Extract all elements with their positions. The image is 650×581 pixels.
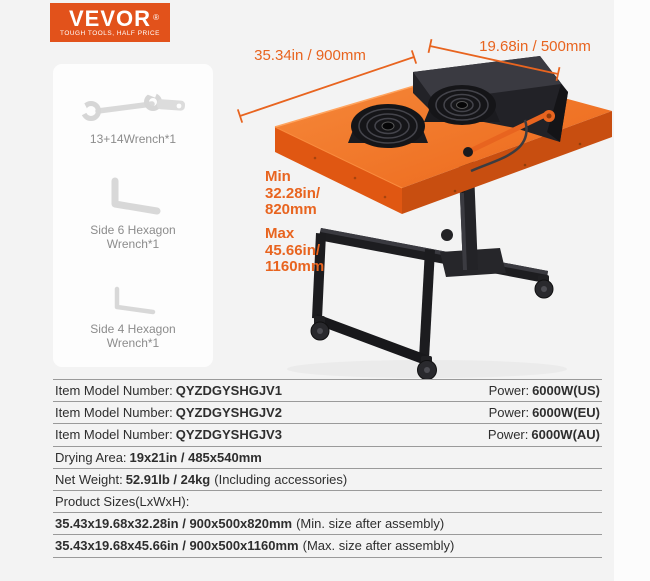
accessory-item [73, 90, 193, 146]
spec-suffix: (Including accessories) [214, 471, 348, 487]
spec-label: Item Model Number: [55, 383, 173, 399]
spec-row-product-sizes [53, 491, 602, 513]
dimension-height [265, 168, 324, 275]
open-end-wrench-icon [78, 90, 188, 124]
accessory-label: 13+14Wrench*1 [89, 132, 177, 146]
registered-mark: ® [153, 12, 161, 22]
spec-row-min-size [53, 513, 602, 535]
spec-value: 52.91lb / 24kg [125, 471, 211, 487]
vevor-logo [50, 3, 170, 42]
height-max-mm: 1160mm [265, 258, 325, 275]
spec-value: 19x21in / 485x540mm [129, 449, 262, 465]
spec-value: QYZDGYSHGJV3 [175, 427, 282, 443]
spec-row-model-3 [53, 424, 602, 446]
accessories-panel [53, 64, 213, 367]
power-value: 6000W(US) [532, 383, 600, 399]
height-min-inches: 32.28in/ [265, 185, 321, 202]
accessory-label: Side 4 Hexagon Wrench*1 [90, 322, 176, 350]
spec-label: Item Model Number: [55, 405, 173, 421]
width-dimension-label: 35.34in / 900mm [254, 47, 366, 64]
spec-row-max-size [53, 535, 602, 557]
product-illustration [215, 28, 650, 383]
spec-value: 35.43x19.68x45.66in / 900x500x1160mm [55, 538, 299, 554]
spec-label: Net Weight: [55, 471, 123, 487]
spec-value: QYZDGYSHGJV1 [175, 383, 282, 399]
spec-table [53, 379, 602, 558]
accessory-item [73, 176, 193, 251]
accessory-label: Side 6 Hexagon Wrench*1 [90, 223, 176, 251]
height-max-inches: 45.66in/ [265, 242, 321, 259]
height-min-title: Min [265, 168, 291, 185]
spec-value: QYZDGYSHGJV2 [175, 405, 282, 421]
height-min-mm: 820mm [265, 201, 317, 218]
hexagon-wrench-icon [105, 285, 161, 317]
spec-row-model-2 [53, 402, 602, 424]
spec-row-net-weight [53, 469, 602, 491]
spec-label: Drying Area: [55, 449, 127, 465]
brand-name [68, 5, 161, 31]
power-value: 6000W(EU) [532, 405, 600, 421]
spec-row-drying-area [53, 447, 602, 469]
power-label: Power: [488, 383, 530, 399]
spec-label: Product Sizes(LxWxH): [55, 494, 190, 510]
spec-value: 35.43x19.68x32.28in / 900x500x820mm [55, 516, 293, 532]
spec-label: Item Model Number: [55, 427, 173, 443]
hexagon-wrench-icon [101, 176, 165, 218]
depth-dimension-label: 19.68in / 500mm [479, 38, 591, 55]
power-value: 6000W(AU) [531, 427, 600, 443]
accessory-item [73, 285, 193, 350]
spec-suffix: (Max. size after assembly) [302, 538, 455, 554]
power-label: Power: [488, 405, 530, 421]
brand-tagline: TOUGH TOOLS, HALF PRICE [59, 29, 160, 37]
power-label: Power: [487, 427, 529, 443]
brand-wordmark: VEVOR [68, 5, 152, 31]
height-max-title: Max [265, 225, 295, 242]
spec-suffix: (Min. size after assembly) [296, 516, 445, 532]
spec-row-model-1 [53, 380, 602, 402]
stand-base [311, 228, 553, 380]
